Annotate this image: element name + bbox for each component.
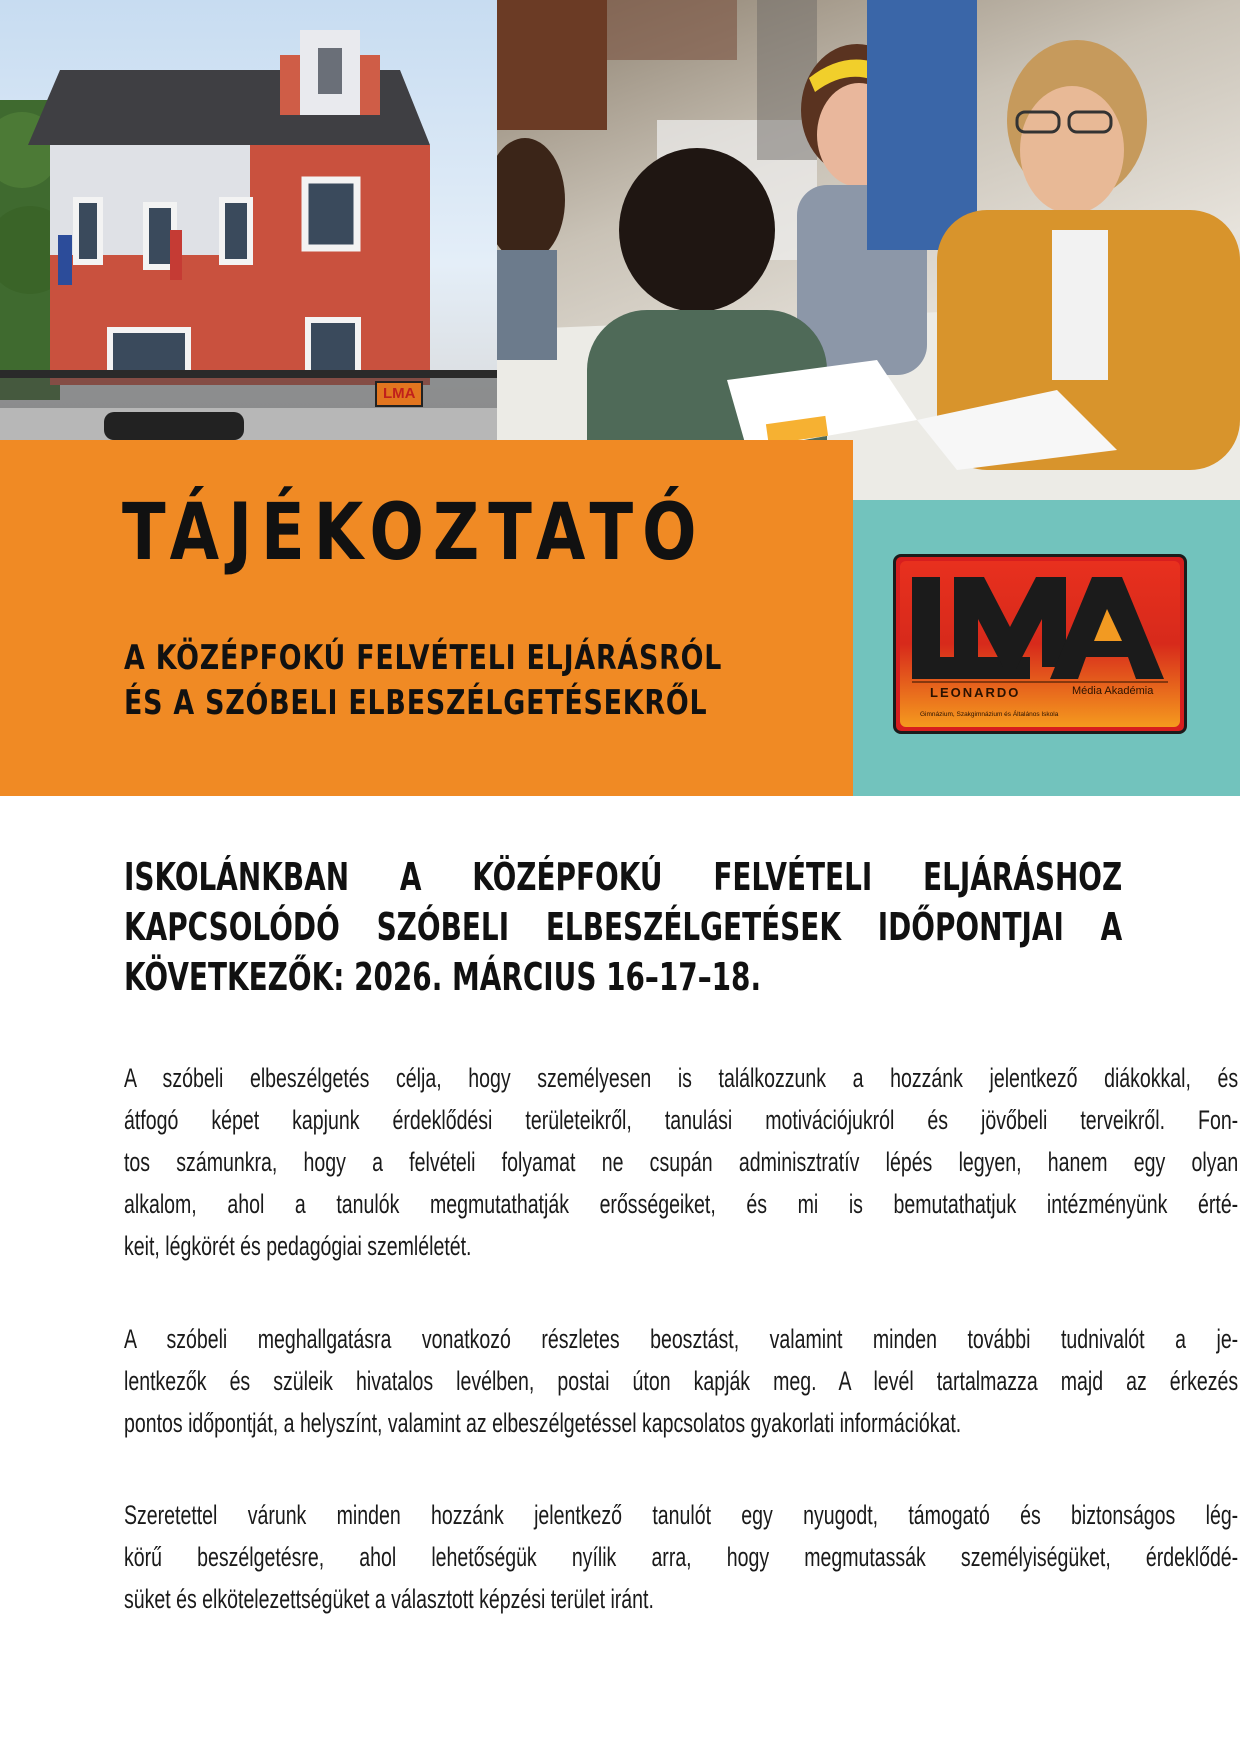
headline-line: KAPCSOLÓDÓ SZÓBELI ELBESZÉLGETÉSEK IDŐPONTJAI A <box>124 905 1123 949</box>
paragraph-line: Szeretettel várunk minden hozzánk jelentkező tanulót egy nyugodt, támogató és biztonságos lég- <box>124 1500 1239 1530</box>
paragraph-line: pontos időpontját, a helyszínt, valamint az elbeszélgetéssel kapcsolatos gyakorlati információkat. <box>124 1408 962 1438</box>
paragraph-line: alkalom, ahol a tanulók megmutathatják erősségeiket, és mi is bemutathatjuk intézményünk érté- <box>124 1189 1239 1219</box>
paragraph-line: A szóbeli elbeszélgetés célja, hogy személyesen is találkozzunk a hozzánk jelentkező diákokkal, és <box>124 1063 1239 1093</box>
paragraph-line: átfogó képet kapjunk érdeklődési területeikről, tanulási motivációjukról és jövőbeli terveikről. Fon- <box>124 1105 1239 1135</box>
dates-headline <box>124 852 1122 1002</box>
paragraph-line: A szóbeli meghallgatásra vonatkozó részletes beosztást, valamint minden további tudnivalót a je- <box>124 1324 1239 1354</box>
paragraph-line: süket és elkötelezettségüket a választott képzési terület iránt. <box>124 1584 654 1614</box>
headline-line: ISKOLÁNKBAN A KÖZÉPFOKÚ FELVÉTELI ELJÁRÁSHOZ <box>124 855 1123 899</box>
students-photo <box>497 0 1240 500</box>
paragraph-welcome <box>124 1494 1238 1620</box>
school-logo <box>893 554 1187 734</box>
logo-school-text: Gimnázium, Szakgimnázium és Általános Iskola <box>920 711 1059 718</box>
headline-line: KÖVETKEZŐK: 2026. MÁRCIUS 16–17–18. <box>124 955 762 999</box>
paragraph-line: lentkezők és szüleik hivatalos levélben, postai úton kapják meg. A levél tartalmazza majd az érkezés <box>124 1366 1239 1396</box>
paragraph-line: keit, légkörét és pedagógiai szemléletét. <box>124 1231 472 1261</box>
paragraph-letter <box>124 1318 1238 1444</box>
logo-leonardo-text: LEONARDO <box>930 685 1021 700</box>
page-title: TÁJÉKOZTATÓ <box>122 488 706 578</box>
page-subtitle <box>124 636 803 726</box>
subtitle-line: ÉS A SZÓBELI ELBESZÉLGETÉSEKRŐL <box>124 683 708 723</box>
paragraph-line: körű beszélgetésre, ahol lehetőségük nyílik arra, hogy megmutassák személyiségüket, érdeklődé- <box>124 1542 1239 1572</box>
subtitle-line: A KÖZÉPFOKÚ FELVÉTELI ELJÁRÁSRÓL <box>124 638 723 678</box>
paragraph-line: tos számunkra, hogy a felvételi folyamat ne csupán adminisztratív lépés legyen, hanem egy olyan <box>124 1147 1239 1177</box>
logo-media-text: Média Akadémia <box>1072 685 1154 697</box>
paragraph-purpose <box>124 1057 1238 1267</box>
building-sign-text: LMA <box>383 385 416 402</box>
school-building-photo <box>0 0 497 440</box>
